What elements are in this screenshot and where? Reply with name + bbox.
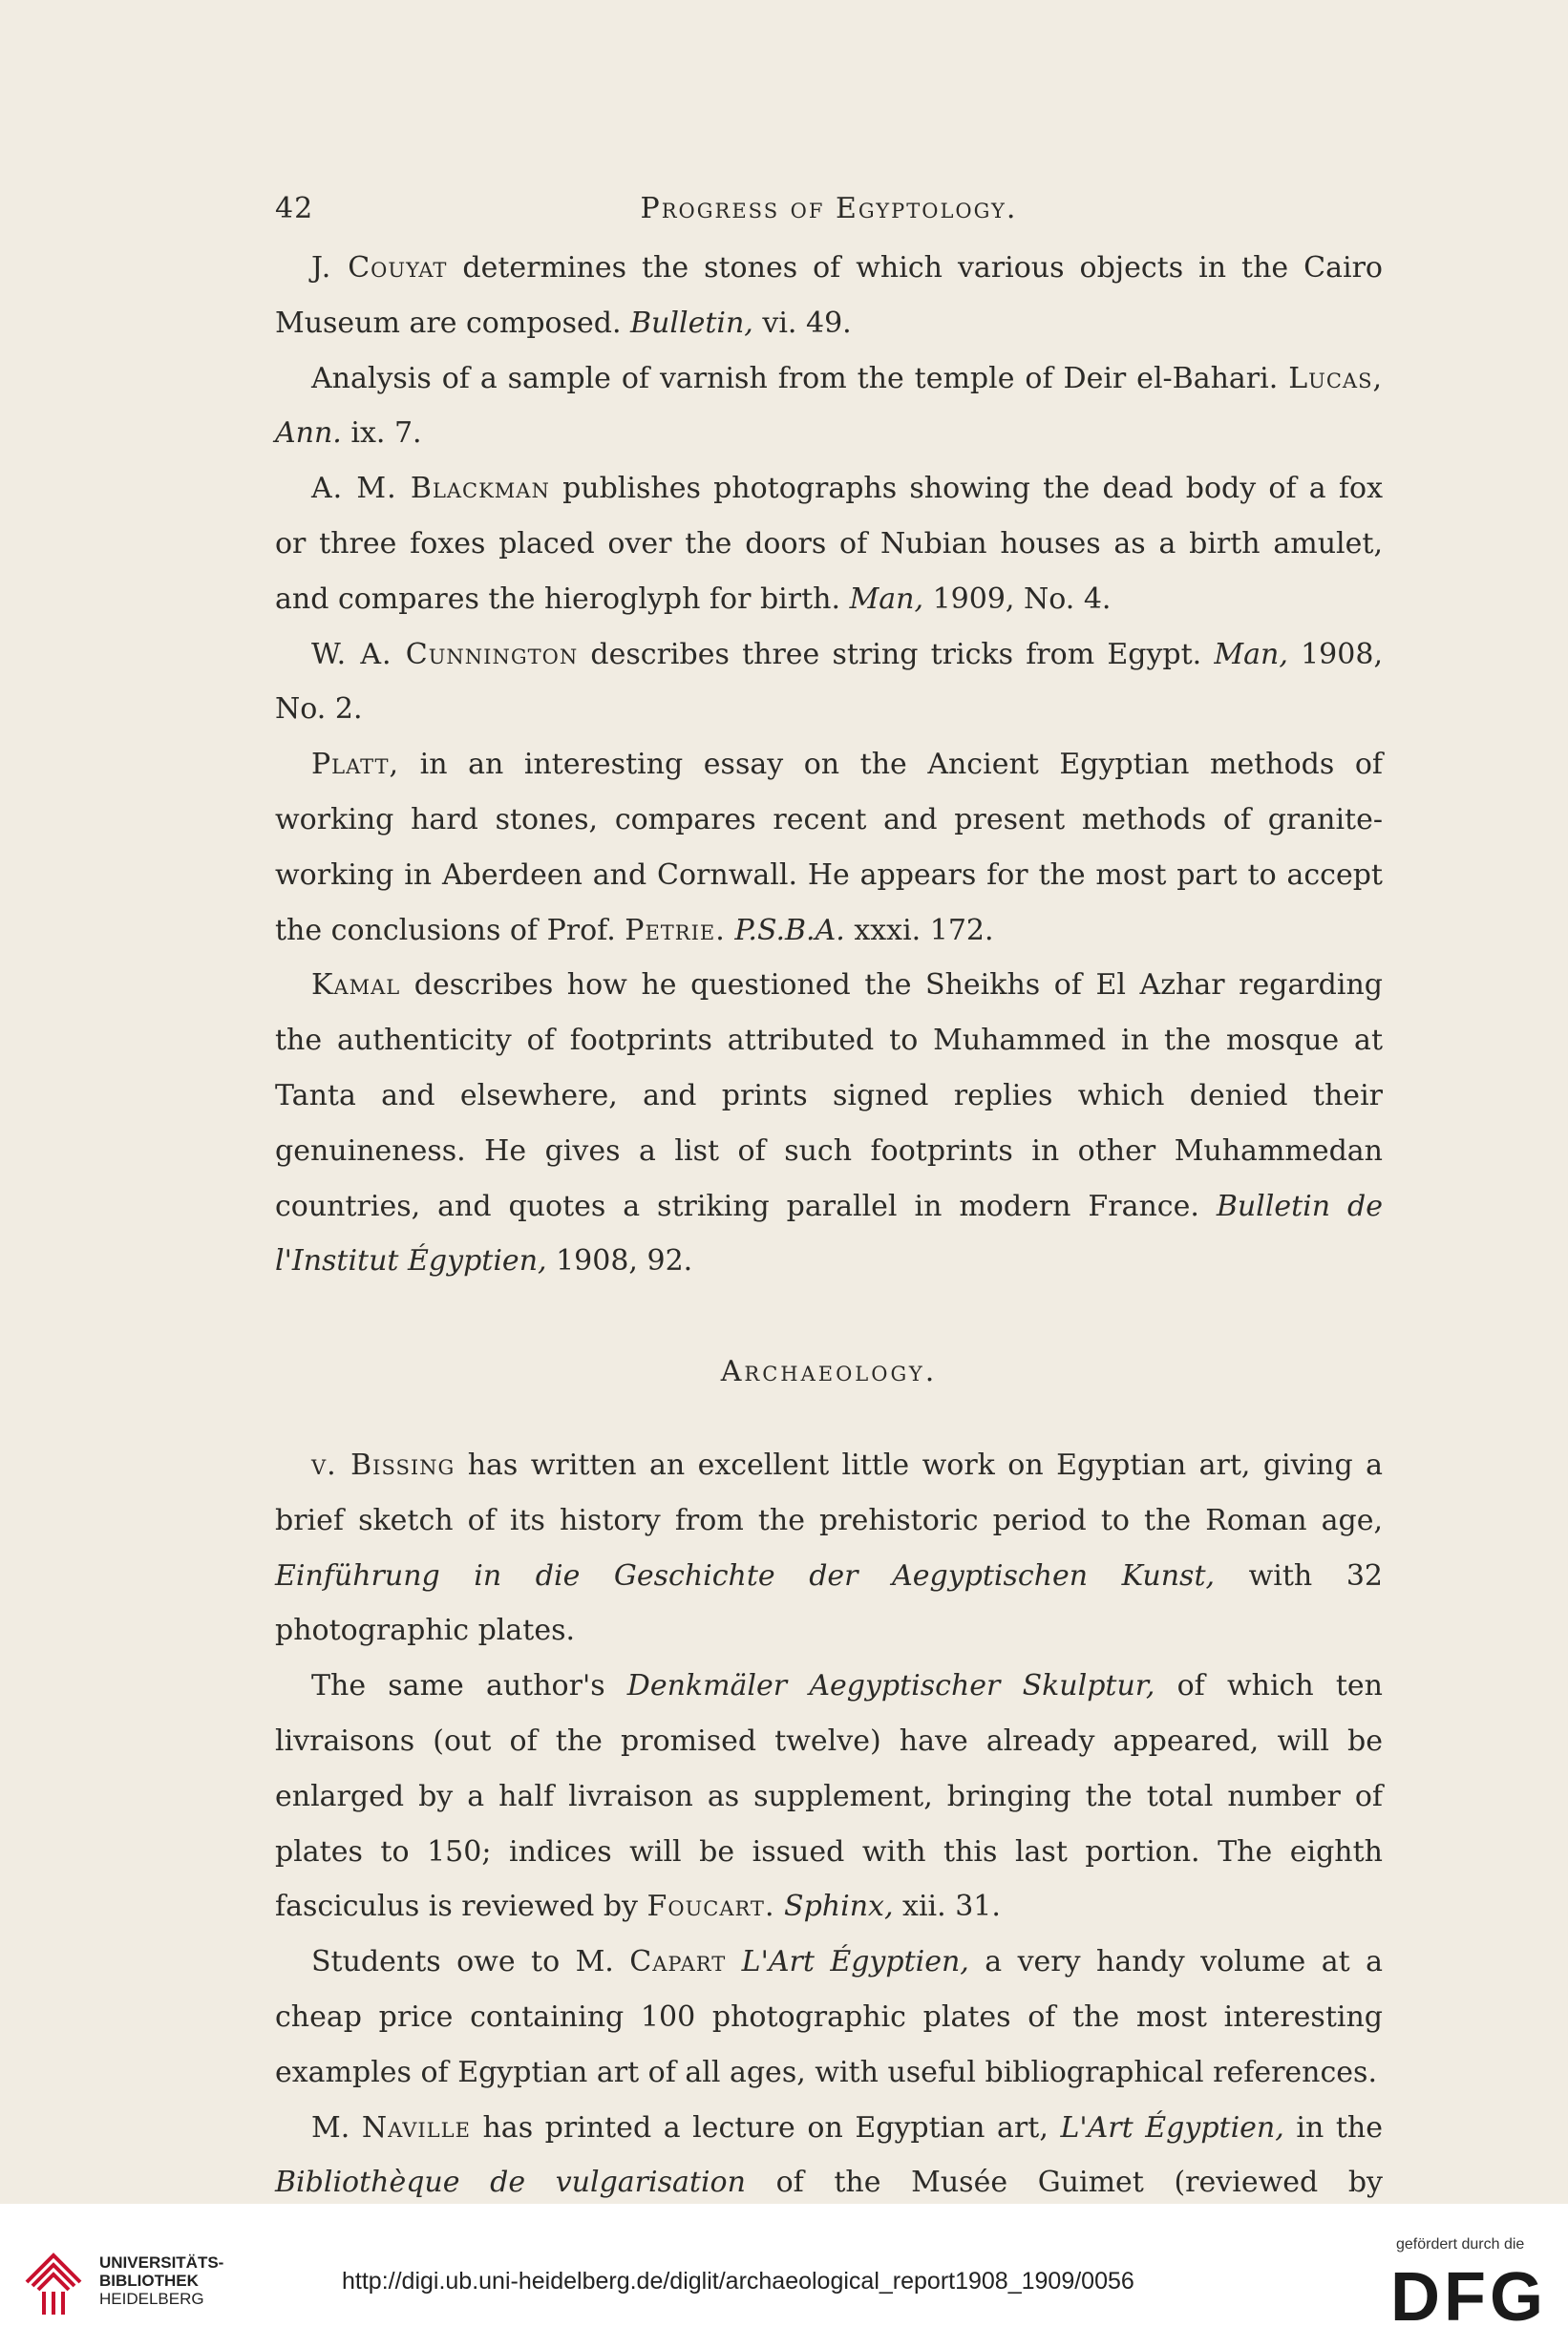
work-title: L'Art Égyptien, — [741, 1945, 969, 1979]
paragraph-bissing — [275, 1438, 1383, 1659]
dfg-logo: DFG — [1390, 2259, 1547, 2336]
citation: vi. 49. — [752, 306, 852, 340]
viewer-footer — [0, 2204, 1568, 2348]
library-line: UNIVERSITÄTS- — [99, 2253, 224, 2272]
series-title: Bibliothèque de vulgarisation — [275, 2166, 746, 2200]
paragraph-blackman — [275, 461, 1383, 626]
author-name: J. Couyat — [311, 251, 448, 285]
paragraph-platt — [275, 737, 1383, 958]
paragraph-cunnington — [275, 627, 1383, 738]
funding-text: gefördert durch die — [1396, 2236, 1525, 2253]
paragraph-text: has printed a lecture on Egyptian art, — [470, 2110, 1061, 2145]
paragraph-text: a very handy volume at a cheap price containing 100 photographic plates of the most interesting examples of Egyptian art of all ages, with useful bibliographical references. — [275, 1945, 1383, 2089]
citation: xxxi. 172. — [844, 913, 994, 947]
library-line: HEIDELBERG — [99, 2290, 204, 2308]
paragraph-text: Analysis of a sample of varnish from the temple of Deir el-Bahari. — [311, 361, 1289, 395]
paragraph-text: publishes photographs showing the dead body of a fox or three foxes placed over the doors of Nubian houses as a birth amulet, and compares the hieroglyph for birth. — [275, 472, 1383, 616]
paragraph-text: in an interesting essay on the Ancient Egyptian methods of working hard stones, compares recent and present methods of granite-working in Aberdeen and Cornwall. He appears for the most part to accept the conclusions of Prof. — [275, 748, 1383, 947]
citation-title: Bulletin de l'Institut Égyptien, — [275, 1189, 1383, 1279]
citation: ix. 7. — [341, 416, 422, 451]
paragraph-capart — [275, 1935, 1383, 2100]
permalink[interactable]: http://digi.ub.uni-heidelberg.de/diglit/archaeological_report1908_1909/0056 — [342, 2268, 1134, 2295]
section-heading: Archaeology. — [720, 1355, 938, 1389]
paragraph-couyat — [275, 241, 1383, 351]
citation: 1909, No. 4. — [923, 582, 1112, 616]
paragraph-text: The same author's — [311, 1669, 627, 1703]
author-name: Petrie. — [625, 913, 726, 947]
paragraph-denkmaeler — [275, 1659, 1383, 1935]
work-title: L'Art Égyptien, — [1060, 2110, 1284, 2145]
citation: 1908, No. 2. — [275, 637, 1383, 727]
paragraph-text: M. — [311, 2110, 362, 2145]
author-name: W. A. Cunnington — [311, 637, 579, 671]
page-number: 42 — [275, 192, 314, 225]
author-name: Capart — [629, 1945, 727, 1979]
running-title: Progress of Egyptology. — [640, 192, 1018, 225]
author-name: Platt, — [311, 748, 400, 782]
citation-title: Einführung in die Geschichte der Aegyptischen Kunst, — [275, 1558, 1216, 1593]
citation-title: Ann. — [275, 416, 342, 451]
paragraph-text: has written an excellent little work on Egyptian art, giving a brief sketch of its history from the prehistoric period to the Roman age, — [275, 1448, 1383, 1537]
citation: xii. 31. — [893, 1890, 1001, 1924]
author-name: Foucart. — [646, 1890, 775, 1924]
paragraph-text: describes how he questioned the Sheikhs of El Azhar regarding the authenticity of footprints attributed to Muhammed in the mosque at Tanta and elsewhere, and prints signed replies which denied their genuineness. He gives a list of such footprints in other Muhammedan countries, and quotes a striking parallel in modern France. — [275, 968, 1383, 1223]
paragraph-text: of the Musée Guimet (reviewed by — [745, 2166, 1383, 2200]
library-name — [99, 2253, 223, 2308]
paragraph-text: of which ten livraisons (out of the promised twelve) have already appeared, will be enlarged by a half livraison as supplement, bringing the total number of plates to 150; indices will be issued with this last portion. The eighth fasciculus is reviewed by — [275, 1669, 1383, 1924]
paragraph-naville — [275, 2101, 1383, 2205]
citation-title: Sphinx, — [784, 1890, 894, 1924]
paragraph-text: describes three string tricks from Egypt. — [578, 637, 1215, 671]
library-line: BIBLIOTHEK — [99, 2272, 199, 2290]
citation: 1908, 92. — [546, 1244, 693, 1279]
author-name: Lucas, — [1288, 361, 1383, 395]
citation-title: P.S.B.A. — [734, 913, 845, 947]
citation: with 32 photographic plates. — [275, 1558, 1383, 1648]
author-name: v. Bissing — [311, 1448, 456, 1482]
citation-title: Man, — [1214, 637, 1288, 671]
author-name: Kamal — [311, 968, 401, 1003]
running-header — [275, 181, 1383, 241]
paragraph-varnish — [275, 351, 1383, 462]
author-name: A. M. Blackman — [311, 472, 550, 506]
paragraph-kamal — [275, 958, 1383, 1289]
citation-title: Bulletin, — [630, 306, 753, 340]
work-title: Denkmäler Aegyptischer Skulptur, — [626, 1669, 1155, 1703]
paragraph-text: determines the stones of which various objects in the Cairo Museum are composed. — [275, 251, 1383, 340]
library-logo-icon — [19, 2244, 88, 2320]
page-body — [275, 181, 1383, 2204]
paragraph-text: Students owe to M. — [311, 1945, 630, 1979]
citation-title: Man, — [849, 582, 924, 616]
author-name: Naville — [361, 2110, 471, 2145]
paragraph-text: in the — [1283, 2110, 1383, 2145]
